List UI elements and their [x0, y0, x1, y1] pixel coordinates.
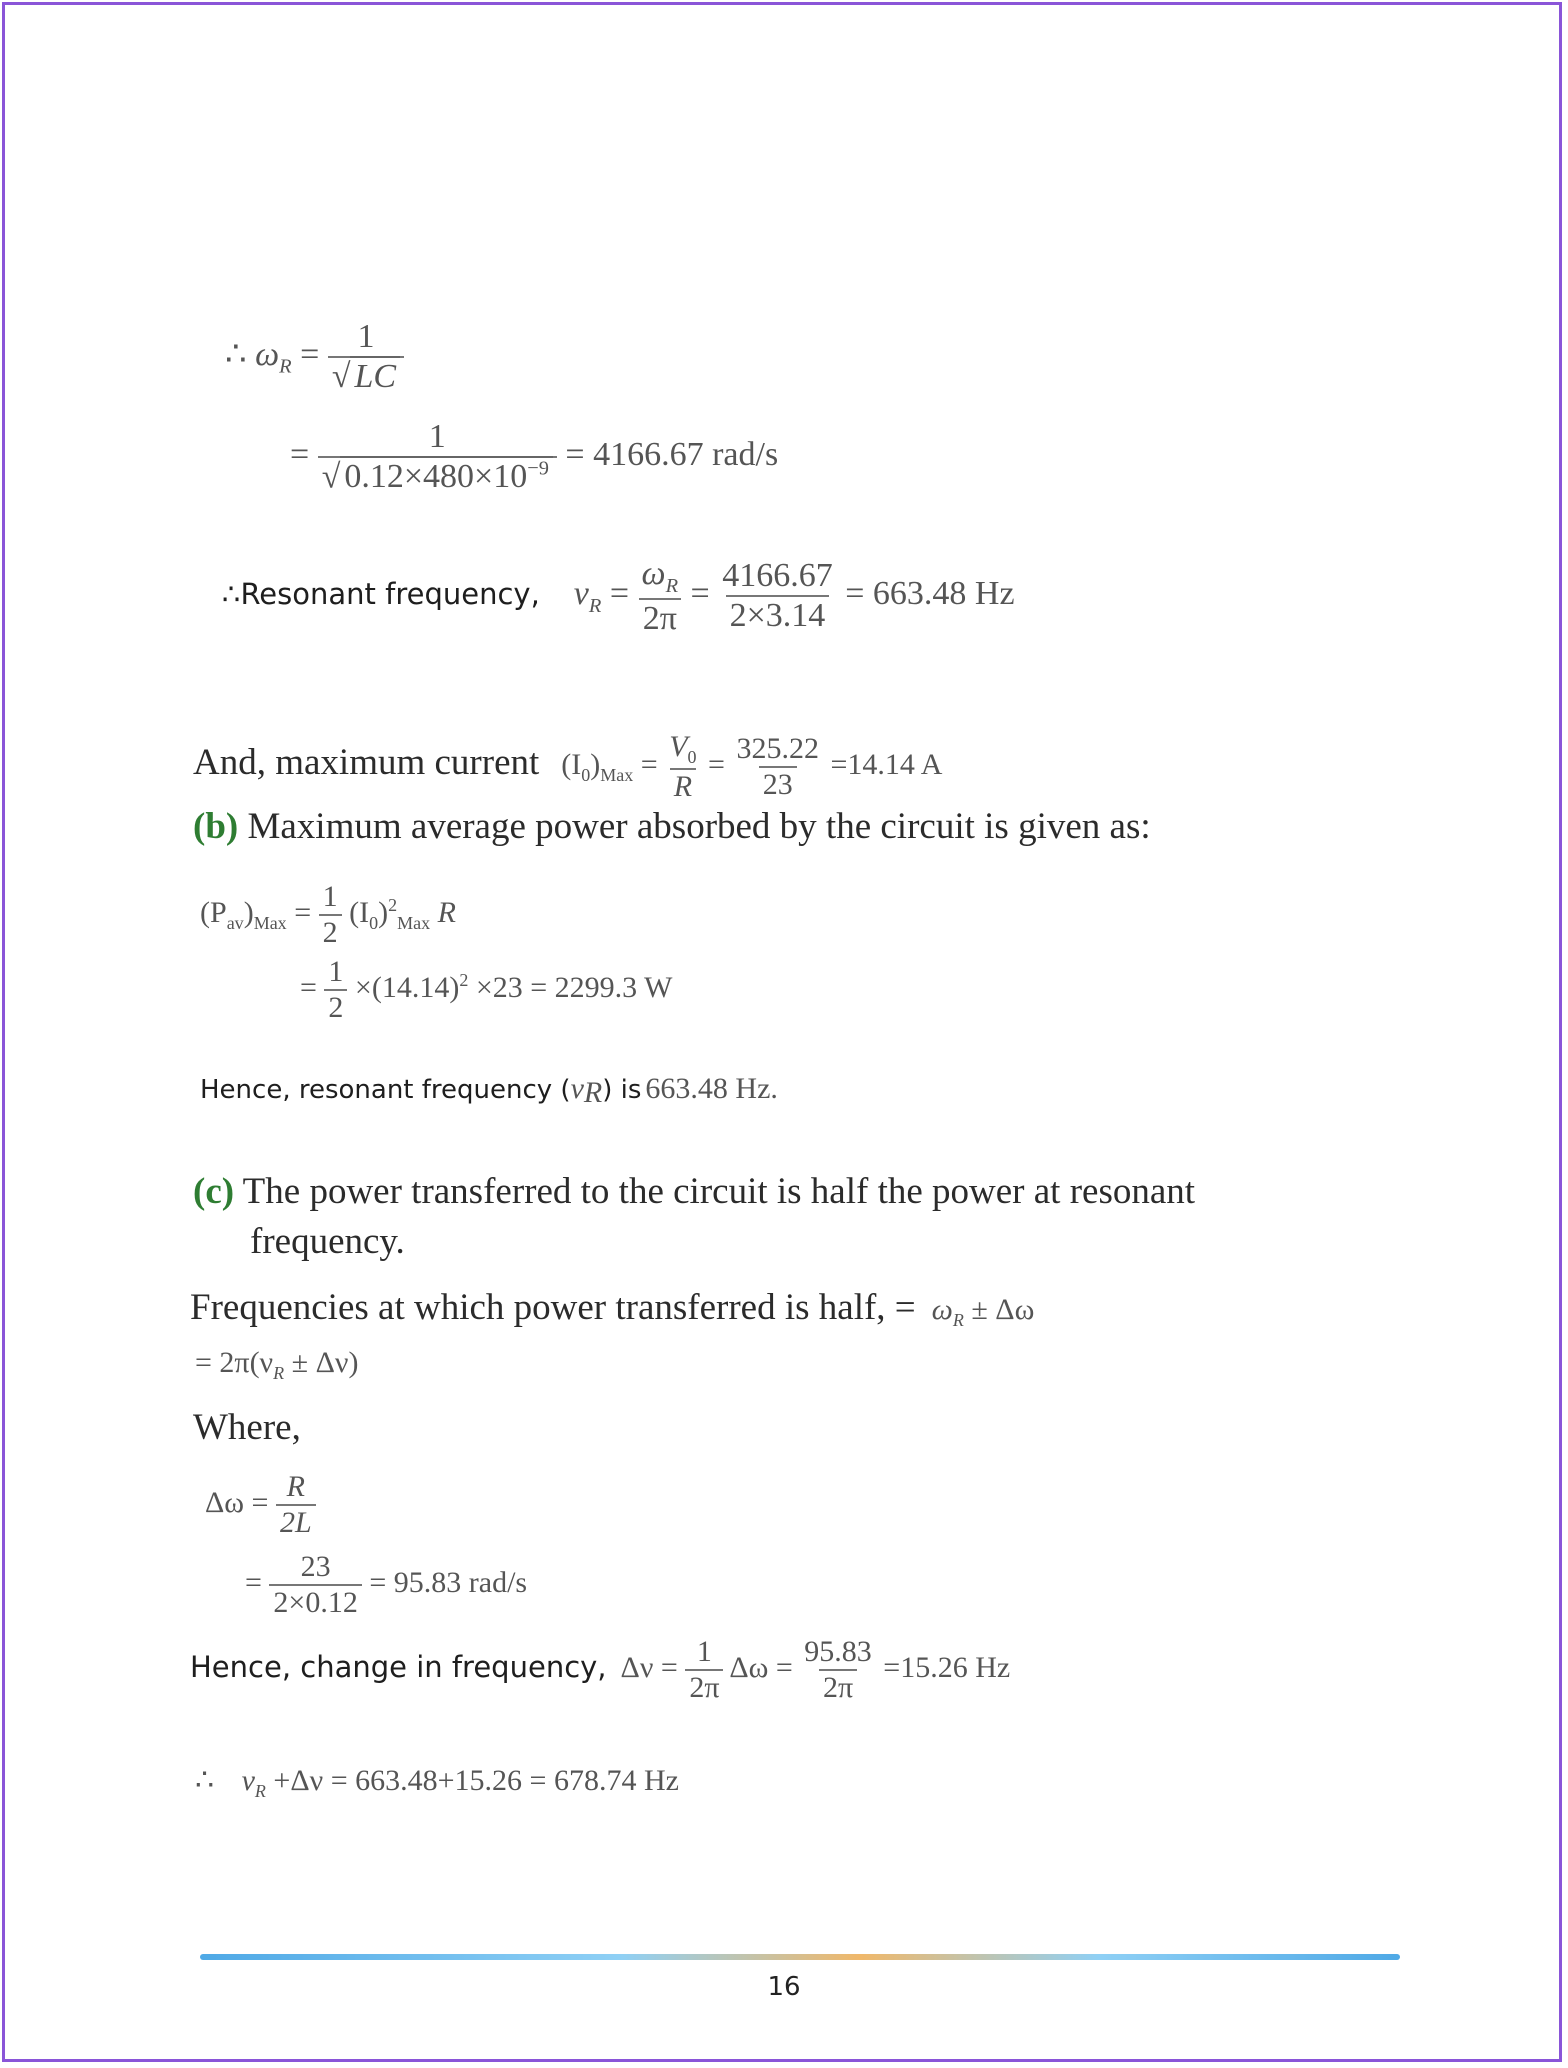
part-c-heading-line2: frequency.: [250, 1221, 405, 1262]
omega-r-calculation: = $\frac{1}{√ 0.12\times 480\times 10^{-9}}$ = 4166.67 rad/s: [290, 418, 779, 496]
part-b-heading: (b) Maximum average power absorbed by the circuit is given as:: [193, 806, 1151, 847]
half-power-frequencies-line2: = $2\pi(\nu_R \pm \Delta\nu)$: [195, 1346, 359, 1383]
half-power-frequencies: Frequencies at which power transferred is half, = $\omega_R \pm \Delta\omega$: [190, 1287, 1035, 1330]
resonant-frequency-line: ∴Resonant frequency, $\nu_R$ = $\frac{\omega_R}{2\pi}$ = $\frac{4166.67}{2\times 3.14}$ = 663.48 Hz: [222, 555, 1015, 637]
part-c-heading: (c) The power transferred to the circuit is half the power at resonant: [193, 1171, 1196, 1212]
where-label: Where,: [193, 1407, 301, 1448]
power-calculation: = $\frac{1}{2}$ $\times(14.14)^2 \times 23 = 2299.3$ W: [300, 955, 673, 1024]
page-border: [2, 2, 1562, 2062]
max-current-line: And, maximum current $(I_0)_{Max}$ = $\frac{V_0}{R}$ = $\frac{325.22}{23}$ =14.14 A: [193, 730, 943, 803]
delta-omega-calculation: = $\frac{23}{2\times 0.12}$ = 95.83 rad/s: [245, 1550, 528, 1619]
delta-omega-formula: Δω = $\frac{R}{2L}$: [205, 1470, 316, 1540]
omega-r-formula: ∴ $\omega_R$ = $\frac{1}{√ LC}$: [225, 318, 404, 396]
change-in-frequency-line: Hence, change in frequency, Δν = $\frac{1}{2\pi}$ Δω = $\frac{95.83}{2\pi}$ =15.26 Hz: [190, 1635, 1011, 1704]
page-number: 16: [767, 1972, 801, 2002]
final-frequency-result: ∴ $\nu_R +\Delta\nu = 663.48+15.26 = 678.74$ Hz: [195, 1764, 679, 1801]
hence-resonant-line: Hence, resonant frequency $(\nu_R)$ is 663.48 Hz.: [200, 1072, 778, 1110]
footer-divider: [200, 1954, 1400, 1960]
power-formula: $(P_{av})_{Max}$ = $\frac{1}{2}$ $(I_0)^2_{Max}$ R: [200, 880, 456, 949]
